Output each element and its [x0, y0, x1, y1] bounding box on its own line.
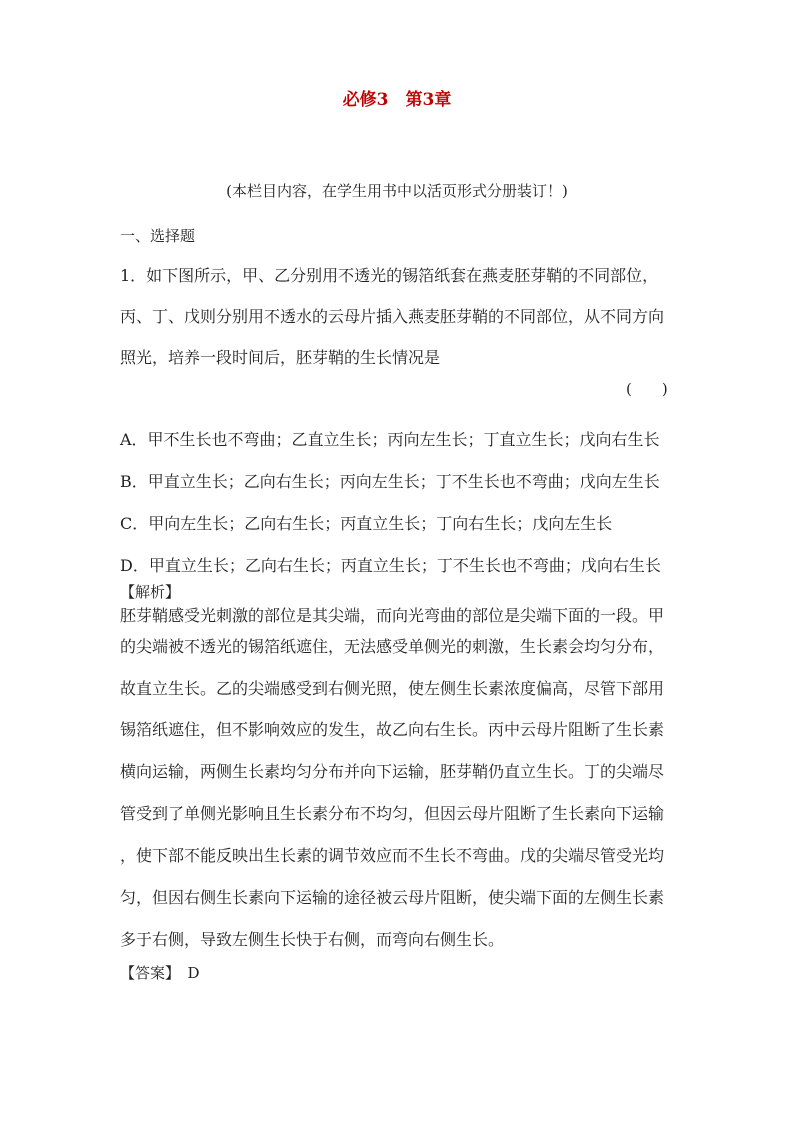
option-a: A．甲不生长也不弯曲；乙直立生长；丙向左生长；丁直立生长；戊向右生长: [120, 430, 660, 449]
analysis-line: 匀，但因右侧生长素向下运输的途径被云母片阻断，使尖端下面的左侧生长素: [120, 888, 665, 907]
answer-blank: ( ): [626, 380, 668, 398]
analysis-line: 多于右侧，导致左侧生长快于右侧，而弯向右侧生长。: [120, 930, 505, 949]
option-d: D．甲直立生长；乙向右生长；丙直立生长；丁不生长也不弯曲；戊向右生长: [120, 556, 661, 575]
option-c: C．甲向左生长；乙向右生长；丙直立生长；丁向右生长；戊向左生长: [120, 514, 613, 533]
analysis-line: ，使下部不能反映出生长素的调节效应而不生长不弯曲。戊的尖端尽管受光均: [120, 846, 665, 865]
analysis-label: 【解析】: [120, 583, 181, 601]
analysis-line: 横向运输，两侧生长素均匀分布并向下运输，胚芽鞘仍直立生长。丁的尖端尽: [120, 762, 665, 781]
answer-line: 【答案】 D: [120, 964, 200, 982]
section-heading: 一、选择题: [120, 227, 196, 245]
question-line: 1．如下图所示，甲、乙分别用不透光的锡箔纸套在燕麦胚芽鞘的不同部位，: [120, 266, 659, 285]
option-b: B．甲直立生长；乙向右生长；丙向左生长；丁不生长也不弯曲；戊向左生长: [120, 472, 660, 491]
question-line: 照光，培养一段时间后，胚芽鞘的生长情况是: [120, 348, 441, 367]
binding-note: (本栏目内容，在学生用书中以活页形式分册装订！): [226, 182, 568, 200]
analysis-line: 故直立生长。乙的尖端感受到右侧光照，使左侧生长素浓度偏高，尽管下部用: [120, 679, 665, 698]
analysis-line: 胚芽鞘感受光刺激的部位是其尖端，而向光弯曲的部位是尖端下面的一段。甲: [120, 606, 665, 625]
analysis-line: 管受到了单侧光影响且生长素分布不均匀，但因云母片阻断了生长素向下运输: [120, 804, 665, 823]
question-line: 丙、丁、戊则分别用不透水的云母片插入燕麦胚芽鞘的不同部位，从不同方向: [120, 307, 665, 326]
page-title: 必修3 第3章: [342, 90, 452, 110]
analysis-line: 的尖端被不透光的锡箔纸遮住，无法感受单侧光的刺激，生长素会均匀分布，: [120, 637, 665, 656]
analysis-line: 锡箔纸遮住，但不影响效应的发生，故乙向右生长。丙中云母片阻断了生长素: [120, 720, 665, 739]
